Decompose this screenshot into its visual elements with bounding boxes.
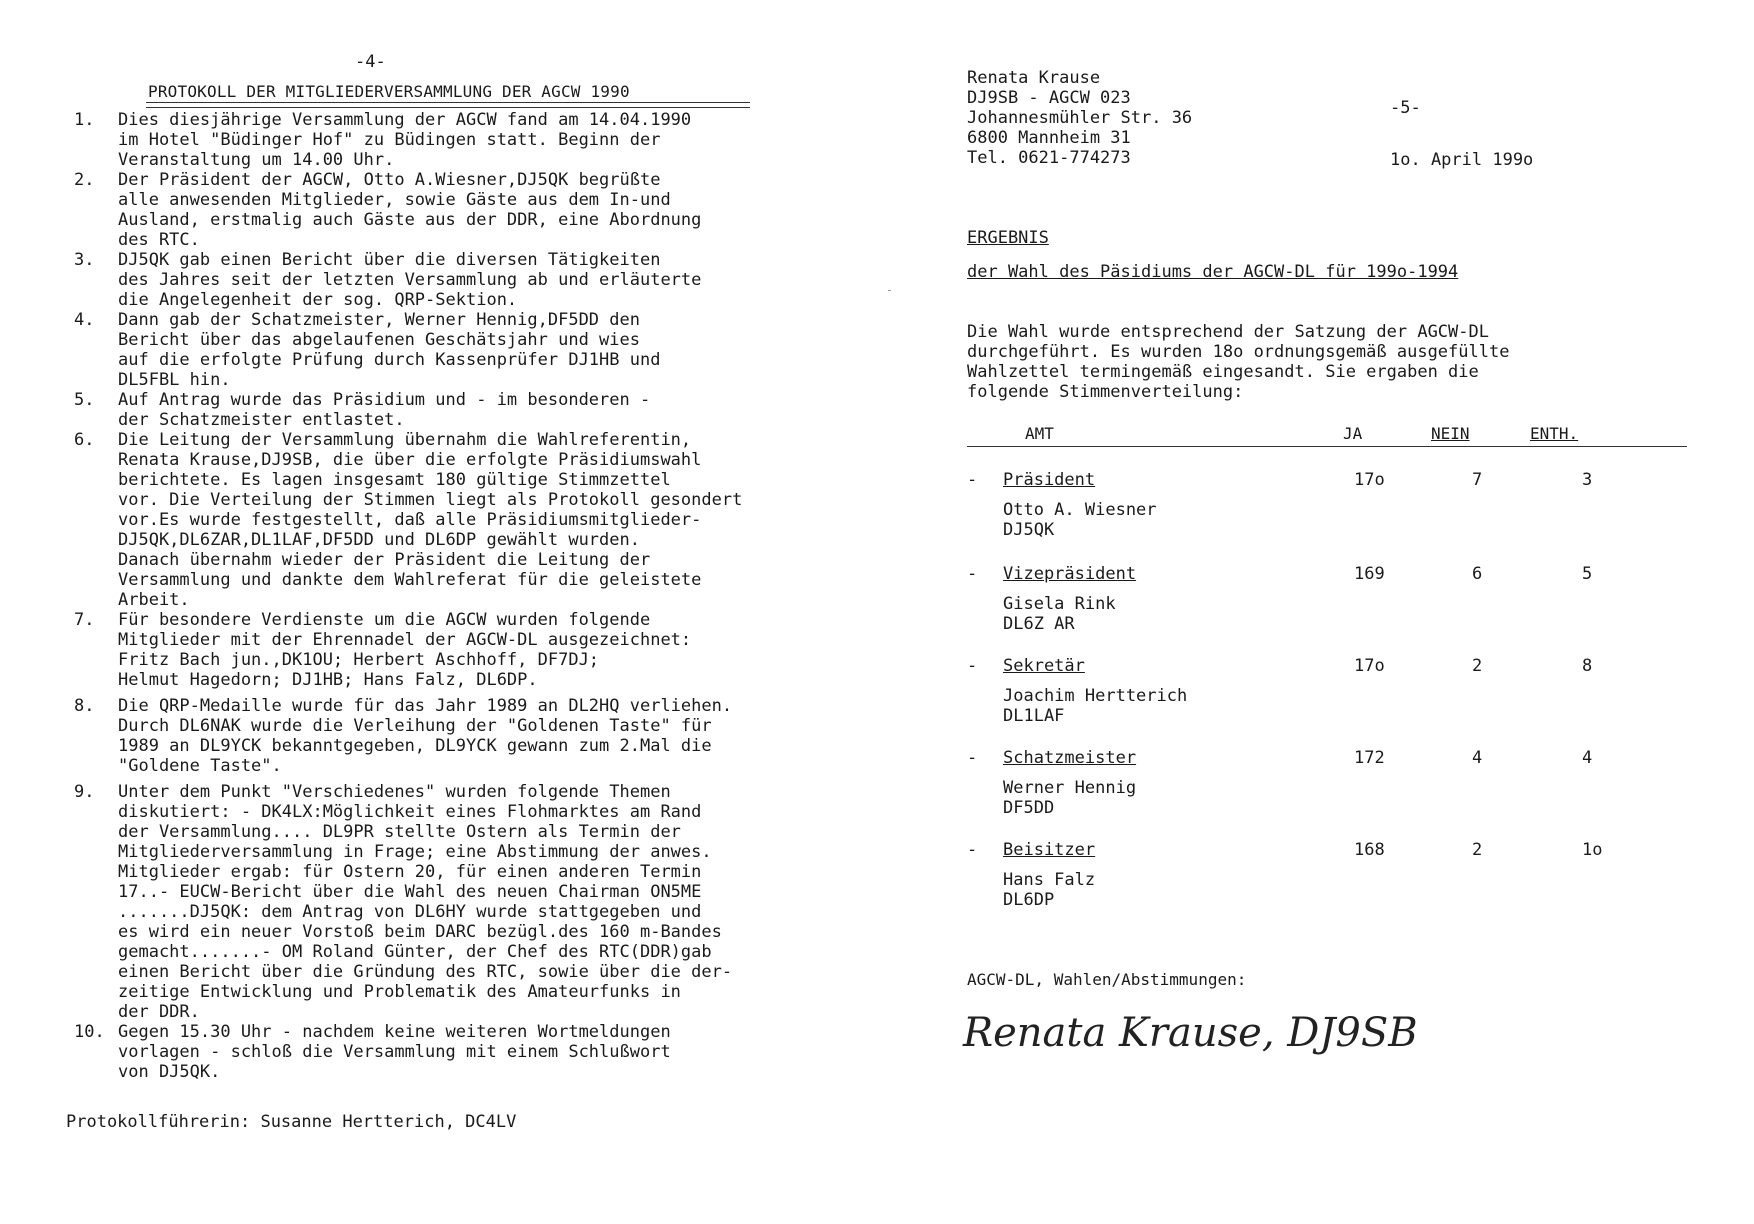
item-text-line: 17..- EUCW-Bericht über die Wahl des neuen Chairman ON5ME [118, 882, 702, 902]
item-text-line: .......DJ5QK: dem Antrag von DL6HY wurde stattgegeben und [118, 902, 702, 922]
item-text-line: auf die erfolgte Prüfung durch Kassenprüfer DJ1HB und [118, 350, 661, 370]
person-name: Gisela Rink [1003, 594, 1116, 614]
item-text-line: alle anwesenden Mitglieder, sowie Gäste aus dem In-und [118, 190, 671, 210]
person-name: Werner Hennig [1003, 778, 1137, 798]
office-name: Präsident [1003, 470, 1096, 490]
item-text-line: DL5FBL hin. [118, 370, 231, 390]
title-double-underline [146, 102, 750, 108]
item-text-line: DJ5QK gab einen Bericht über die diversen Tätigkeiten [118, 250, 661, 270]
item-number: 2. [74, 170, 95, 190]
header-amt: AMT [1025, 424, 1054, 443]
intro-line: Wahlzettel termingemäß eingesandt. Sie ergaben die [967, 362, 1479, 382]
item-text-line: Die QRP-Medaille wurde für das Jahr 1989 an DL2HQ verliehen. [118, 696, 733, 716]
person-name: Hans Falz [1003, 870, 1096, 890]
item-text-line: Mitglieder mit der Ehrennadel der AGCW-DL ausgezeichnet: [118, 630, 692, 650]
callsign: DF5DD [1003, 798, 1055, 818]
table-rule [967, 446, 1687, 447]
elections-label: AGCW-DL, Wahlen/Abstimmungen: [967, 970, 1247, 989]
row-dash: - [967, 656, 978, 676]
result-heading: ERGEBNIS [967, 228, 1049, 248]
minutes-item [60, 610, 860, 690]
office-name: Sekretär [1003, 656, 1085, 676]
row-dash: - [967, 470, 978, 490]
votes-abstain: 8 [1582, 656, 1593, 676]
item-text-line: Ausland, erstmalig auch Gäste aus der DDR, eine Abordnung [118, 210, 702, 230]
minutes-item [60, 250, 860, 310]
votes-no: 2 [1472, 656, 1483, 676]
item-text-line: vorlagen - schloß die Versammlung mit einem Schlußwort [118, 1042, 671, 1062]
item-text-line: Dies diesjährige Versammlung der AGCW fand am 14.04.1990 [118, 110, 692, 130]
header-nein: NEIN [1431, 424, 1470, 443]
vote-row-vizepraesident [967, 564, 1687, 644]
office-name: Schatzmeister [1003, 748, 1137, 768]
letter-date: 1o. April 199o [1390, 150, 1534, 170]
item-text-line: Renata Krause,DJ9SB, die über die erfolgte Präsidiumswahl [118, 450, 702, 470]
item-text-line: im Hotel "Büdinger Hof" zu Büdingen statt. Beginn der [118, 130, 661, 150]
item-text-line: Unter dem Punkt "Verschiedenes" wurden folgende Themen [118, 782, 671, 802]
address-line: Johannesmühler Str. 36 [967, 108, 1193, 128]
vote-row-schatzmeister [967, 748, 1687, 828]
row-dash: - [967, 840, 978, 860]
callsign: DL6DP [1003, 890, 1055, 910]
protocol-keeper: Protokollführerin: Susanne Hertterich, DC4LV [66, 1112, 517, 1132]
callsign: DL6Z AR [1003, 614, 1075, 634]
row-dash: - [967, 564, 978, 584]
office-name: Vizepräsident [1003, 564, 1137, 584]
votes-yes: 172 [1354, 748, 1385, 768]
minutes-item [60, 110, 860, 170]
votes-yes: 17o [1354, 656, 1385, 676]
votes-abstain: 4 [1582, 748, 1593, 768]
item-text-line: zeitige Entwicklung und Problematik des Amateurfunks in [118, 982, 681, 1002]
item-text-line: von DJ5QK. [118, 1062, 221, 1082]
votes-no: 4 [1472, 748, 1483, 768]
intro-paragraph [967, 322, 1509, 402]
vote-row-sekretaer [967, 656, 1687, 736]
item-text-line: 1989 an DL9YCK bekanntgegeben, DL9YCK gewann zum 2.Mal die [118, 736, 712, 756]
sender-address [967, 68, 1192, 168]
item-text-line: Fritz Bach jun.,DK1OU; Herbert Aschhoff, DF7DJ; [118, 650, 600, 670]
item-text-line: gemacht.......- OM Roland Günter, der Chef des RTC(DDR)gab [118, 942, 712, 962]
item-text-line: Dann gab der Schatzmeister, Werner Hennig,DF5DD den [118, 310, 640, 330]
item-text-line: des RTC. [118, 230, 200, 250]
address-line: Tel. 0621-774273 [967, 148, 1131, 168]
votes-no: 6 [1472, 564, 1483, 584]
item-text-line: vor. Die Verteilung der Stimmen liegt als Protokoll gesondert [118, 490, 743, 510]
vote-row-praesident [967, 470, 1687, 550]
minutes-item [60, 696, 860, 776]
item-text-line: Mitgliederversammlung in Frage; eine Abstimmung der anwes. [118, 842, 712, 862]
item-number: 5. [74, 390, 95, 410]
election-heading: der Wahl des Päsidiums der AGCW-DL für 199o-1994 [967, 262, 1459, 282]
item-text-line: Veranstaltung um 14.00 Uhr. [118, 150, 395, 170]
address-line: 6800 Mannheim 31 [967, 128, 1131, 148]
item-text-line: der Versammlung.... DL9PR stellte Ostern als Termin der [118, 822, 681, 842]
item-text-line: einen Bericht über die Gründung des RTC, sowie über die der- [118, 962, 733, 982]
minutes-item [60, 1022, 860, 1082]
address-line: DJ9SB - AGCW 023 [967, 88, 1131, 108]
item-text-line: vor.Es wurde festgestellt, daß alle Präsidiumsmitglieder- [118, 510, 702, 530]
vote-table-header [967, 424, 1687, 446]
votes-no: 7 [1472, 470, 1483, 490]
header-ja: JA [1343, 424, 1363, 443]
item-number: 10. [74, 1022, 105, 1042]
page-number: -5- [1390, 98, 1421, 118]
item-text-line: berichtete. Es lagen insgesamt 180 gültige Stimmzettel [118, 470, 671, 490]
vote-row-beisitzer [967, 840, 1687, 920]
person-name: Joachim Hertterich [1003, 686, 1188, 706]
person-name: Otto A. Wiesner [1003, 500, 1157, 520]
item-text-line: Durch DL6NAK wurde die Verleihung der "Goldenen Taste" für [118, 716, 712, 736]
item-text-line: Versammlung und dankte dem Wahlreferat für die geleistete [118, 570, 702, 590]
item-text-line: Der Präsident der AGCW, Otto A.Wiesner,DJ5QK begrüßte [118, 170, 661, 190]
item-text-line: Mitglieder ergab: für Ostern 20, für einen anderen Termin [118, 862, 702, 882]
item-number: 1. [74, 110, 95, 130]
item-text-line: diskutiert: - DK4LX:Möglichkeit eines Flohmarktes am Rand [118, 802, 702, 822]
document-title: PROTOKOLL DER MITGLIEDERVERSAMMLUNG DER AGCW 1990 [148, 82, 630, 101]
item-text-line: Helmut Hagedorn; DJ1HB; Hans Falz, DL6DP. [118, 670, 538, 690]
item-number: 7. [74, 610, 95, 630]
votes-no: 2 [1472, 840, 1483, 860]
item-number: 9. [74, 782, 95, 802]
intro-line: Die Wahl wurde entsprechend der Satzung der AGCW-DL [967, 322, 1489, 342]
votes-yes: 17o [1354, 470, 1385, 490]
row-dash: - [967, 748, 978, 768]
item-number: 8. [74, 696, 95, 716]
item-text-line: Danach übernahm wieder der Präsident die Leitung der [118, 550, 651, 570]
item-text-line: Auf Antrag wurde das Präsidium und - im besonderen - [118, 390, 651, 410]
item-text-line: der DDR. [118, 1002, 200, 1022]
votes-abstain: 5 [1582, 564, 1593, 584]
item-text-line: Arbeit. [118, 590, 190, 610]
handwritten-signature: Renata Krause, DJ9SB [963, 1010, 1418, 1056]
item-text-line: "Goldene Taste". [118, 756, 282, 776]
item-text-line: Die Leitung der Versammlung übernahm die Wahlreferentin, [118, 430, 692, 450]
votes-yes: 168 [1354, 840, 1385, 860]
minutes-item [60, 430, 860, 610]
intro-line: folgende Stimmenverteilung: [967, 382, 1244, 402]
minutes-item [60, 170, 860, 250]
item-text-line: der Schatzmeister entlastet. [118, 410, 405, 430]
item-number: 6. [74, 430, 95, 450]
header-enth: ENTH. [1530, 424, 1579, 443]
intro-line: durchgeführt. Es wurden 18o ordnungsgemäß ausgefüllte [967, 342, 1510, 362]
minutes-item [60, 310, 860, 390]
item-text-line: es wird ein neuer Vorstoß beim DARC bezügl.des 160 m-Bandes [118, 922, 722, 942]
address-line: Renata Krause [967, 68, 1101, 88]
page-number: -4- [355, 52, 386, 72]
votes-abstain: 3 [1582, 470, 1593, 490]
item-text-line: Für besondere Verdienste um die AGCW wurden folgende [118, 610, 651, 630]
page-5 [877, 0, 1754, 1224]
item-text-line: DJ5QK,DL6ZAR,DL1LAF,DF5DD und DL6DP gewählt wurden. [118, 530, 640, 550]
minutes-list [60, 110, 860, 1082]
item-number: 3. [74, 250, 95, 270]
item-number: 4. [74, 310, 95, 330]
votes-yes: 169 [1354, 564, 1385, 584]
callsign: DL1LAF [1003, 706, 1065, 726]
item-text-line: die Angelegenheit der sog. QRP-Sektion. [118, 290, 518, 310]
item-text-line: Gegen 15.30 Uhr - nachdem keine weiteren Wortmeldungen [118, 1022, 671, 1042]
office-name: Beisitzer [1003, 840, 1096, 860]
callsign: DJ5QK [1003, 520, 1055, 540]
item-text-line: Bericht über das abgelaufenen Geschätsjahr und wies [118, 330, 640, 350]
votes-abstain: 1o [1582, 840, 1603, 860]
minutes-item [60, 390, 860, 430]
item-text-line: des Jahres seit der letzten Versammlung ab und erläuterte [118, 270, 702, 290]
minutes-item [60, 782, 860, 1022]
